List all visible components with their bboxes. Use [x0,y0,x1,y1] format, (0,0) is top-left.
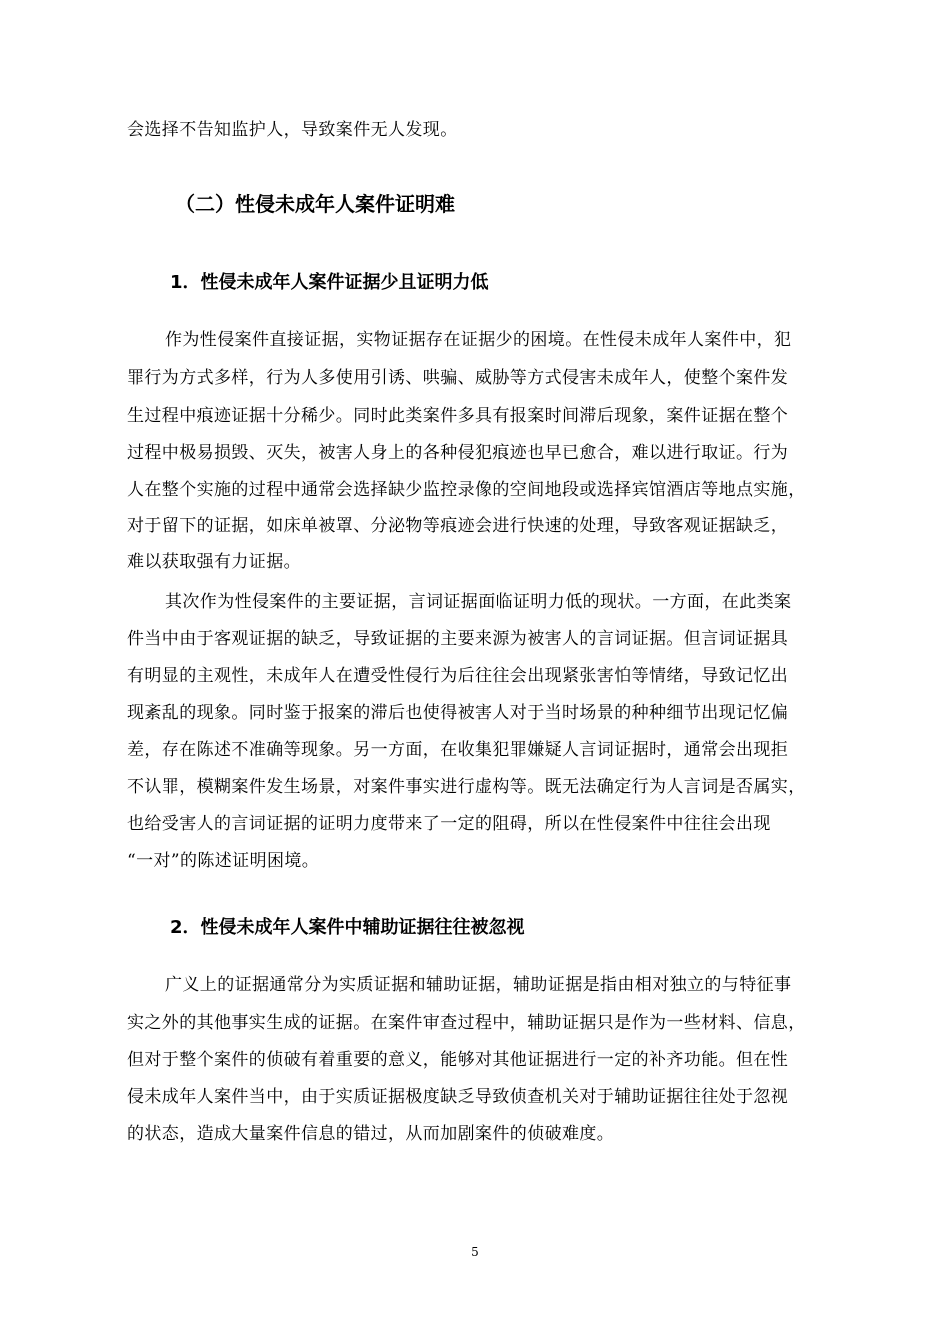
paragraph-line: 侵未成年人案件当中，由于实质证据极度缺乏导致侦查机关对于辅助证据往往处于忽视 [127,1087,789,1107]
subsection-2-heading: 2．性侵未成年人案件中辅助证据往往被忽视 [170,917,525,938]
paragraph-line: 件当中由于客观证据的缺乏，导致证据的主要来源为被害人的言词证据。但言词证据具 [127,629,789,649]
paragraph-line: 不认罪，模糊案件发生场景，对案件事实进行虚构等。既无法确定行为人言词是否属实， [127,777,806,797]
paragraph-line: 作为性侵案件直接证据，实物证据存在证据少的困境。在性侵未成年人案件中，犯 [165,330,792,350]
page-number: 5 [471,1245,479,1259]
paragraph-line: 难以获取强有力证据。 [127,552,301,572]
section-heading: （二）性侵未成年人案件证明难 [175,192,455,216]
paragraph-line: 有明显的主观性，未成年人在遭受性侵行为后往往会出现紧张害怕等情绪，导致记忆出 [127,666,789,686]
paragraph-line: 也给受害人的言词证据的证明力度带来了一定的阻碍，所以在性侵案件中往往会出现 [127,814,771,834]
paragraph-line: 其次作为性侵案件的主要证据，言词证据面临证明力低的现状。一方面，在此类案 [165,592,792,612]
paragraph-line: 实之外的其他事实生成的证据。在案件审查过程中，辅助证据只是作为一些材料、信息， [127,1013,806,1033]
paragraph-line: 的状态，造成大量案件信息的错过，从而加剧案件的侦破难度。 [127,1124,615,1144]
paragraph-line: 对于留下的证据，如床单被罩、分泌物等痕迹会进行快速的处理，导致客观证据缺乏， [127,516,789,536]
paragraph-line: “一对”的陈述证明困境。 [127,851,320,871]
paragraph-line: 罪行为方式多样，行为人多使用引诱、哄骗、威胁等方式侵害未成年人，使整个案件发 [127,368,789,388]
paragraph-line: 人在整个实施的过程中通常会选择缺少监控录像的空间地段或选择宾馆酒店等地点实施， [127,480,806,500]
paragraph-line: 生过程中痕迹证据十分稀少。同时此类案件多具有报案时间滞后现象，案件证据在整个 [127,406,789,426]
paragraph-line: 差，存在陈述不准确等现象。另一方面，在收集犯罪嫌疑人言词证据时，通常会出现拒 [127,740,789,760]
paragraph-line: 过程中极易损毁、灭失，被害人身上的各种侵犯痕迹也早已愈合，难以进行取证。行为 [127,443,789,463]
paragraph-line: 广义上的证据通常分为实质证据和辅助证据，辅助证据是指由相对独立的与特征事 [165,975,792,995]
subsection-1-heading: 1．性侵未成年人案件证据少且证明力低 [170,272,489,293]
paragraph-line: 但对于整个案件的侦破有着重要的意义，能够对其他证据进行一定的补齐功能。但在性 [127,1050,789,1070]
intro-text-line: 会选择不告知监护人，导致案件无人发现。 [127,120,458,140]
paragraph-line: 现紊乱的现象。同时鉴于报案的滞后也使得被害人对于当时场景的种种细节出现记忆偏 [127,703,789,723]
